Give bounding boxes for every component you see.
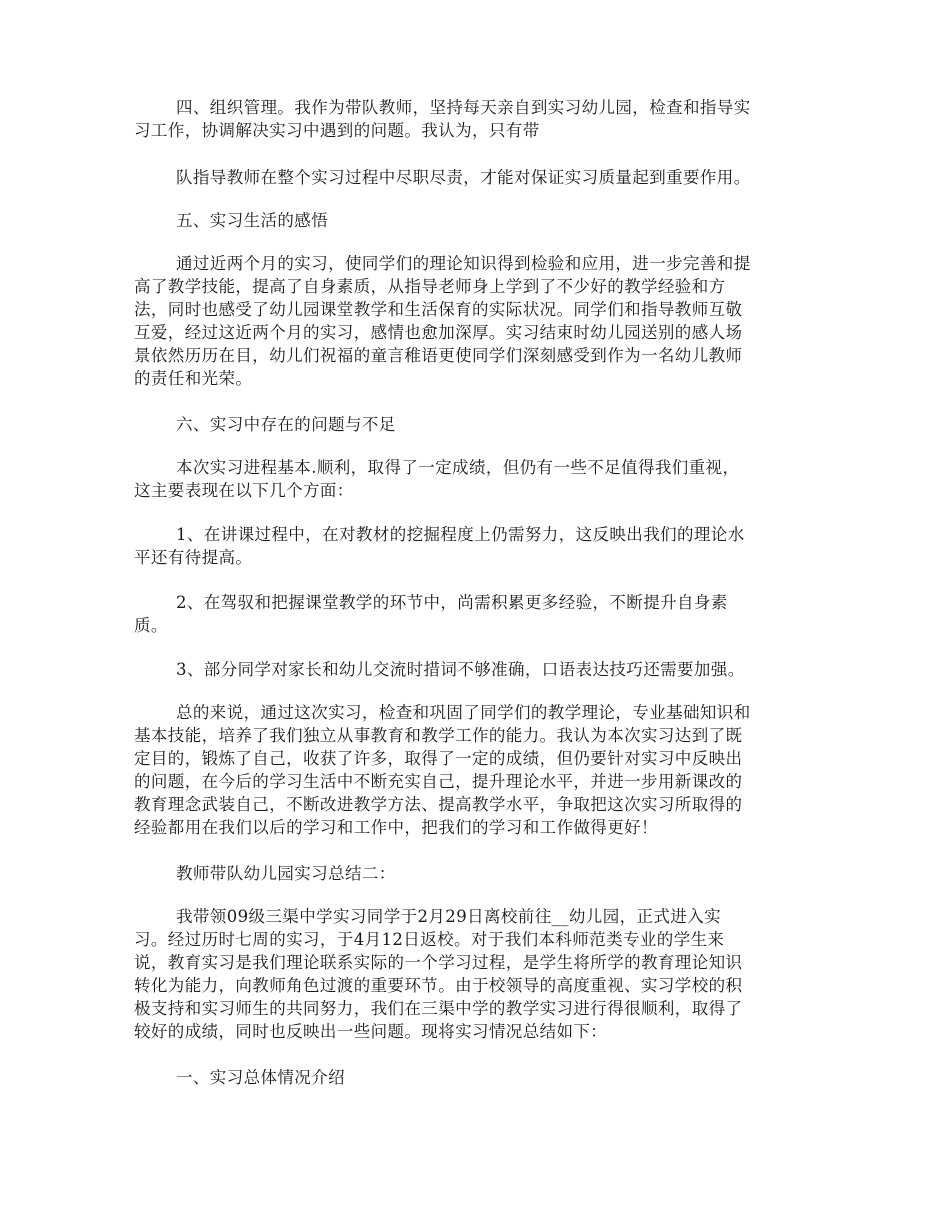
text-line: 教育理念武装自己，不断改进教学方法、提高教学水平，争取把这次实习所取得的 [134,795,743,814]
text-line: 五、实习生活的感悟 [176,211,329,230]
text-line: 一、实习总体情况介绍 [176,1068,345,1087]
paragraph-supervisor-duty [134,166,824,189]
section-heading-reflections [134,209,824,232]
text-line: 高了教学技能，提高了自身素质，从指导老师身上学到了不少好的教学经验和方 [134,277,726,296]
text-line: 习工作，协调解决实习中遇到的问题。我认为，只有带 [134,121,540,140]
text-line: 本次实习进程基本.顺利，取得了一定成绩，但仍有一些不足值得我们重视， [176,458,740,477]
text-line: 教师带队幼儿园实习总结二： [176,864,396,883]
section-heading-overview [134,1066,824,1089]
text-line: 1、在讲课过程中，在对教材的挖掘程度上仍需努力，这反映出我们的理论水 [176,525,745,544]
text-line: 说，教育实习是我们理论联系实际的一个学习过程，是学生将所学的教育理论知识 [134,953,743,972]
text-line: 3、部分同学对家长和幼儿交流时措词不够准确，口语表达技巧还需要加强。 [176,660,745,679]
text-line: 的责任和光荣。 [134,369,253,388]
text-line: 较好的成绩，同时也反映出一些问题。现将实习情况总结如下： [134,1022,608,1041]
section-heading-problems [134,413,824,436]
list-item-problem-1 [134,523,824,569]
text-line: 基本技能，培养了我们独立从事教育和教学工作的能力。我认为本次实习达到了既 [134,726,743,745]
text-line: 总的来说，通过这次实习，检查和巩固了同学们的教学理论，专业基础知识和 [176,703,751,722]
text-line: 我带领09级三渠中学实习同学于2月29日离校前往__幼儿园，正式进入实 [176,907,721,926]
paragraph-summary-two-intro [134,905,824,1043]
text-line: 景依然历历在目，幼儿们祝福的童言稚语更使同学们深刻感受到作为一名幼儿教师 [134,346,743,365]
section-heading-summary-two [134,862,824,885]
text-line: 这主要表现在以下几个方面： [134,481,354,500]
text-line: 2、在驾驭和把握课堂教学的环节中，尚需积累更多经验，不断提升自身素 [176,593,728,612]
text-line: 平还有待提高。 [134,548,253,567]
paragraph-summary [134,701,824,839]
list-item-problem-3 [134,658,824,681]
text-line: 互爱，经过这近两个月的实习，感情也愈加深厚。实习结束时幼儿园送别的感人场 [134,323,743,342]
text-line: 转化为能力，向教师角色过渡的重要环节。由于校领导的高度重视、实习学校的积 [134,976,743,995]
text-line: 的问题，在今后的学习生活中不断充实自己，提升理论水平，并进一步用新课改的 [134,772,743,791]
paragraph-problems-intro [134,456,824,502]
paragraph-reflections [134,252,824,390]
text-line: 质。 [134,616,168,635]
text-line: 经验都用在我们以后的学习和工作中，把我们的学习和工作做得更好！ [134,818,658,837]
text-line: 四、组织管理。我作为带队教师，坚持每天亲自到实习幼儿园，检查和指导实 [176,98,751,117]
text-line: 六、实习中存在的问题与不足 [176,415,396,434]
text-line: 队指导教师在整个实习过程中尽职尽责，才能对保证实习质量起到重要作用。 [176,168,751,187]
list-item-problem-2 [134,591,824,637]
text-line: 习。经过历时七周的实习，于4月12日返校。对于我们本科师范类专业的学生来 [134,930,725,949]
text-line: 通过近两个月的实习，使同学们的理论知识得到检验和应用，进一步完善和提 [176,254,751,273]
text-line: 极支持和实习师生的共同努力，我们在三渠中学的教学实习进行得很顺利，取得了 [134,999,743,1018]
paragraph-organization-management [134,96,824,142]
text-line: 定目的，锻炼了自己，收获了许多，取得了一定的成绩，但仍要针对实习中反映出 [134,749,743,768]
text-line: 法，同时也感受了幼儿园课堂教学和生活保育的实际状况。同学们和指导教师互敬 [134,300,743,319]
